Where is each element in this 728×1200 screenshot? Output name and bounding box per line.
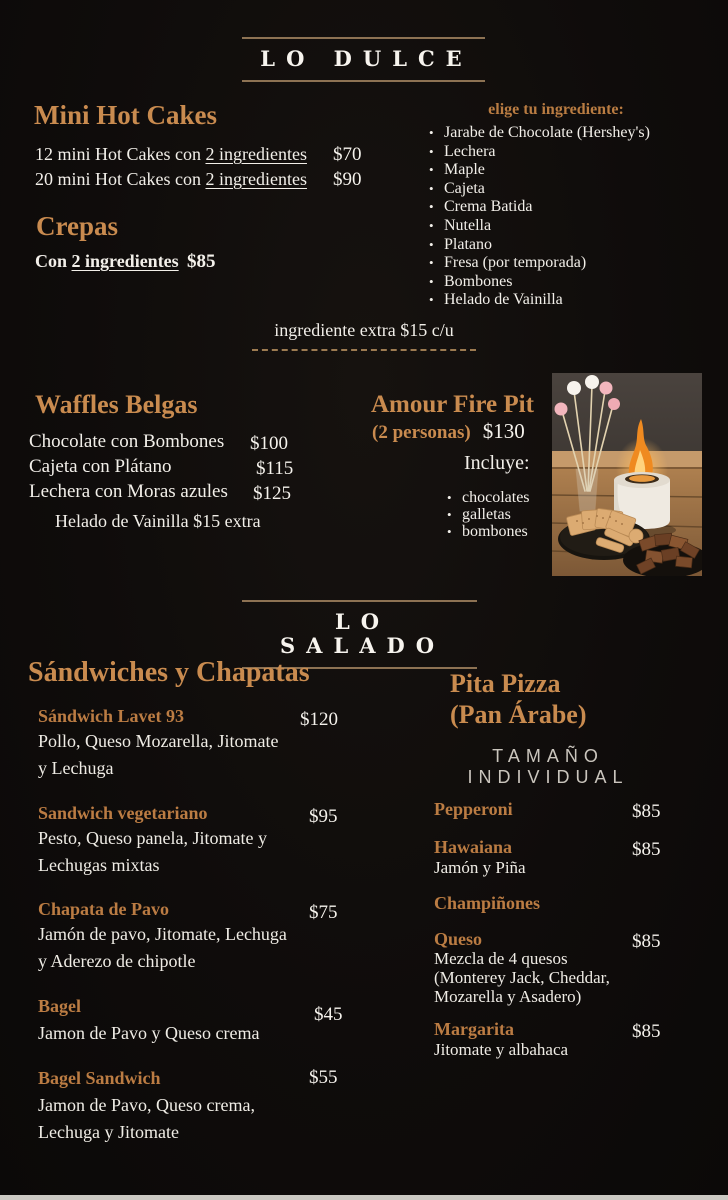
heading-amour-fire-pit: Amour Fire Pit — [371, 391, 534, 418]
menu-line-text: 12 mini Hot Cakes con — [35, 144, 206, 164]
underlined-text: 2 ingredientes — [205, 144, 307, 164]
item-name-lavet: Sándwich Lavet 93 — [38, 706, 185, 726]
include-item: • galletas — [447, 506, 530, 523]
divider-line — [242, 80, 485, 82]
item-desc-hawaiana: Jamón y Piña — [434, 858, 526, 877]
section-title-salado: LO SALADO — [279, 609, 446, 658]
item-desc-bagel-sandwich: Jamon de Pavo, Queso crema, Lechuga y Jitomate — [38, 1095, 255, 1142]
item-name-pepperoni: Pepperoni — [434, 799, 513, 819]
underlined-text: 2 ingredientes — [205, 169, 307, 189]
price: $85 — [632, 1021, 661, 1042]
item-name-chapata-pavo: Chapata de Pavo — [38, 899, 170, 919]
ingredient-list — [429, 124, 650, 310]
heading-waffles-belgas: Waffles Belgas — [35, 390, 198, 419]
pizza-size-label: TAMAÑO INDIVIDUAL — [467, 746, 629, 787]
price: $130 — [482, 419, 525, 443]
price: $85 — [187, 251, 216, 272]
waffles-note: Helado de Vainilla $15 extra — [55, 511, 261, 531]
page-bottom-edge — [0, 1195, 728, 1200]
ingredient-item: • Maple — [429, 161, 650, 180]
amour-persons: (2 personas) — [372, 422, 471, 443]
price: $90 — [333, 169, 362, 190]
ingredient-item: • Cajeta — [429, 180, 650, 199]
price: $125 — [253, 483, 291, 504]
ingredient-item: • Crema Batida — [429, 198, 650, 217]
amour-subtitle-row — [372, 419, 525, 444]
dashed-divider — [252, 349, 476, 351]
heading-elige-ingrediente: elige tu ingrediente: — [488, 101, 624, 118]
menu-line-text: Con — [35, 251, 72, 271]
ingredient-item: • Fresa (por temporada) — [429, 254, 650, 273]
ingredient-item: • Bombones — [429, 273, 650, 292]
ingredient-item: • Jarabe de Chocolate (Hershey's) — [429, 124, 650, 143]
ingredient-item: • Helado de Vainilla — [429, 291, 650, 310]
price: $120 — [300, 709, 338, 730]
heading-crepas: Crepas — [36, 211, 119, 241]
item-desc-lavet: Pollo, Queso Mozarella, Jitomate y Lechuga — [38, 731, 279, 778]
item-desc-bagel: Jamon de Pavo y Queso crema — [38, 1023, 260, 1043]
extra-ingredient-note: ingrediente extra $15 c/u — [274, 320, 454, 340]
price: $85 — [632, 801, 661, 822]
heading-sandwiches-chapatas: Sándwiches y Chapatas — [28, 657, 310, 688]
price: $95 — [309, 806, 338, 827]
fire-pit-photo — [552, 373, 702, 576]
ingredient-item: • Platano — [429, 236, 650, 255]
item-name-vegetariano: Sandwich vegetariano — [38, 803, 208, 823]
menu-line-hotcakes-20 — [35, 169, 362, 190]
include-item: • chocolates — [447, 489, 530, 506]
underlined-text: 2 ingredientes — [71, 251, 179, 271]
amour-includes-label: Incluye: — [464, 452, 530, 474]
item-name-bagel-sandwich: Bagel Sandwich — [38, 1068, 161, 1088]
ingredient-item: • Lechera — [429, 143, 650, 162]
ingredient-item: • Nutella — [429, 217, 650, 236]
price: $45 — [314, 1004, 343, 1025]
menu-line-text: Lechera con Moras azules — [29, 481, 228, 502]
heading-mini-hot-cakes: Mini Hot Cakes — [34, 100, 218, 130]
price: $70 — [333, 144, 362, 165]
price: $115 — [256, 458, 294, 479]
menu-line-waffle — [29, 431, 288, 454]
menu-line-waffle — [29, 481, 291, 504]
price: $55 — [309, 1067, 338, 1088]
price: $100 — [250, 433, 288, 454]
menu-line-crepas — [35, 251, 216, 272]
menu-line-text: Cajeta con Plátano — [29, 456, 172, 477]
item-desc-chapata-pavo: Jamón de pavo, Jitomate, Lechuga y Aderezo de chipotle — [38, 924, 287, 971]
section-header-dulce — [242, 37, 485, 82]
include-item: • bombones — [447, 523, 530, 540]
price: $75 — [309, 902, 338, 923]
item-desc-margarita: Jitomate y albahaca — [434, 1040, 569, 1059]
menu-line-text: 20 mini Hot Cakes con — [35, 169, 206, 189]
price: $85 — [632, 931, 661, 952]
item-name-hawaiana: Hawaiana — [434, 837, 513, 857]
item-name-queso: Queso — [434, 929, 483, 949]
menu-line-text: Chocolate con Bombones — [29, 431, 225, 452]
item-name-margarita: Margarita — [434, 1019, 514, 1039]
item-desc-vegetariano: Pesto, Queso panela, Jitomate y Lechugas mixtas — [38, 828, 267, 875]
menu-line-waffle — [29, 456, 294, 479]
menu-line-hotcakes-12 — [35, 144, 362, 165]
item-name-champinones: Champiñones — [434, 893, 541, 913]
item-name-bagel: Bagel — [38, 996, 81, 1016]
price: $85 — [632, 839, 661, 860]
section-title-dulce: LO DULCE — [260, 46, 473, 71]
fire-pit-photo-graphic — [552, 373, 702, 576]
heading-pita-pizza: Pita Pizza (Pan Árabe) — [450, 669, 587, 729]
item-desc-queso: Mezcla de 4 quesos (Monterey Jack, Cheddar, Mozarella y Asadero) — [434, 949, 610, 1006]
amour-includes-list — [447, 489, 530, 540]
